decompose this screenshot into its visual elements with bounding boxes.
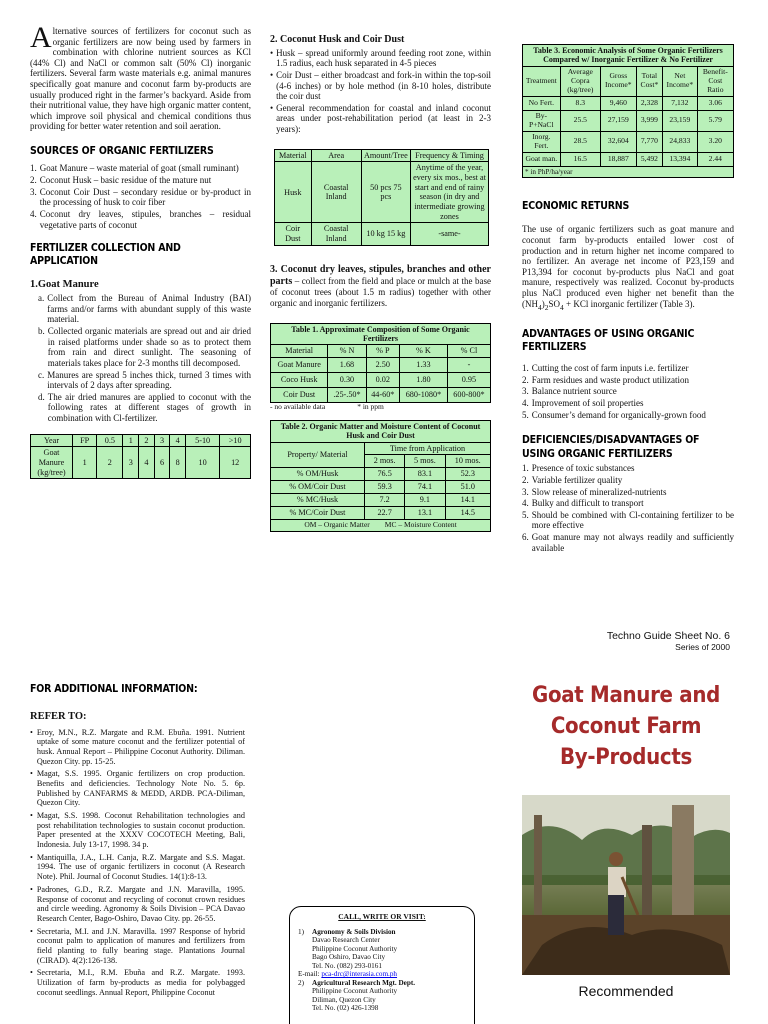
goat-manure-steps bbox=[30, 293, 251, 423]
t1-cell: 1.68 bbox=[328, 358, 366, 373]
series-label: Series of 2000 bbox=[675, 642, 730, 653]
t2-cell: % MC/Coir Dust bbox=[271, 507, 365, 520]
t2-cell: 83.1 bbox=[405, 468, 445, 481]
table-row bbox=[275, 223, 489, 245]
rate-cell: 1 bbox=[73, 447, 97, 479]
column-1 bbox=[30, 21, 251, 479]
t3-cell: 28.5 bbox=[560, 131, 600, 152]
references-section bbox=[30, 683, 245, 1000]
t3-cell: 27,159 bbox=[600, 110, 636, 131]
t3-cell: Goat man. bbox=[523, 152, 561, 166]
table-row bbox=[523, 131, 734, 152]
rate-header-cell: >10 bbox=[220, 434, 251, 447]
contact-heading: CALL, WRITE OR VISIT: bbox=[338, 912, 426, 921]
t1-cell: Goat Manure bbox=[271, 358, 328, 373]
husk-bullet: • Husk – spread uniformly around feeding root zone, within 1.5 radius, each husk separated in 4-5 pieces bbox=[270, 47, 491, 69]
rate-cell: 8 bbox=[170, 447, 186, 479]
t2-cell: 14.5 bbox=[445, 507, 490, 520]
table-row bbox=[271, 358, 491, 373]
t2-footnote-om: OM – Organic Matter bbox=[304, 520, 370, 530]
reference-item: • Eroy, M.N., R.Z. Margate and R.M. Ebuña. 1991. Nutrient uptake of some mature coconut and the fertilizer potential of husk. Annual Report – Philippine Coconut Authority. Diliman. Quezon City. pp. 15-25. bbox=[30, 727, 245, 766]
table-row bbox=[271, 373, 491, 388]
table-row bbox=[523, 96, 734, 110]
contact-line: Tel. No. (082) 293-0161 bbox=[312, 961, 382, 970]
t3-cell: Inorg. Fert. bbox=[523, 131, 561, 152]
t3-cell: 2,328 bbox=[636, 96, 662, 110]
intro-paragraph: Alternative sources of fertilizers for coconut such as organic fertilizers are now being used by farmers in combination with chlorine nutrient sources as KCl (44% Cl) and NaCl or common salt (50% Cl) inorganic fertilizers. Several farm waste materials e.g. animal manures specifically goat manure and coconut farm by-products are usually produced right in the farmer’s backyard. Aside from their nutritional value, they have high organic matter content, which improve soil physical and chemical conditions thus providing for better water retention and soil aeration. bbox=[30, 21, 251, 132]
cover-photo bbox=[522, 795, 730, 975]
disadvantage-item: 6. Goat manure may not always readily and sufficiently available bbox=[522, 532, 734, 553]
rec-cell: 50 pcs 75 pcs bbox=[361, 162, 410, 223]
t2-subheader-cell: 10 mos. bbox=[445, 455, 490, 468]
reference-item: • Padrones, G.D., R.Z. Margate and J.N. Maravilla, 1995. Response of coconut and recycling of coconut crown residues and circle weeding. Agronomy & Soils Division – PCA Davao Research Center, Bago-Oshiro, Davao City. pp. 26-55. bbox=[30, 884, 245, 923]
t1-header-cell: Material bbox=[271, 345, 328, 358]
leaves-paragraph: 3. Coconut dry leaves, stipules, branches and other parts – collect from the field and place or mulch at the base of coconut trees (about 1.5 m radius) together with other organic and inorganic fertilizers. bbox=[270, 263, 491, 308]
t3-cell: 18,887 bbox=[600, 152, 636, 166]
reference-item: • Mantiquilla, J.A., L.H. Canja, R.Z. Margate and S.S. Magat. 1994. The use of organic fertilizers in coconut (A Research Note). Phil. Journal of Coconut Studies. 14(1):8-13. bbox=[30, 852, 245, 882]
rate-value-row bbox=[31, 447, 251, 479]
rate-header-cell: 3 bbox=[154, 434, 170, 447]
goat-manure-rate-table bbox=[30, 434, 251, 480]
t2-cell: % MC/Husk bbox=[271, 494, 365, 507]
rec-cell: Coastal Inland bbox=[311, 162, 361, 223]
table-row bbox=[271, 507, 491, 520]
husk-bullet: • General recommendation for coastal and inland coconut areas under post-rehabilitation period (at least in 2-3 years): bbox=[270, 102, 491, 135]
rate-header-cell: 5-10 bbox=[185, 434, 219, 447]
rec-header-cell: Area bbox=[311, 149, 361, 162]
goat-step: b. Collected organic materials are spread out and air dried in raised platforms under shade so as to protect them from rain and direct sunlight. The seasoning of materials takes place for 2-3 months till decomposed. bbox=[38, 326, 251, 368]
table-row bbox=[523, 110, 734, 131]
t3-header-cell: Average Copra (kg/tree) bbox=[560, 66, 600, 96]
column-2 bbox=[270, 34, 491, 532]
rec-header-cell: Amount/Tree bbox=[361, 149, 410, 162]
table-row bbox=[271, 388, 491, 403]
t1-cell: 1.80 bbox=[399, 373, 447, 388]
t1-header-cell: % N bbox=[328, 345, 366, 358]
t1-cell: 0.02 bbox=[366, 373, 399, 388]
reference-item: • Magat, S.S. 1998. Coconut Rehabilitation technologies and post rehabilitation technologies to sustain coconut production. Paper presented at the XXXV COCOTECH Meeting, Bali, Indonesia. July 13-17, 1998. 34 p. bbox=[30, 811, 245, 850]
disadvantage-item: 4. Bulky and difficult to transport bbox=[522, 498, 644, 509]
t3-cell: 7,132 bbox=[663, 96, 698, 110]
t2-cell: 59.3 bbox=[364, 481, 404, 494]
table-1-grid bbox=[270, 323, 491, 404]
t2-cell: 14.1 bbox=[445, 494, 490, 507]
t2-cell: 76.5 bbox=[364, 468, 404, 481]
contact-line: Davao Research Center bbox=[312, 936, 380, 945]
contact-1: 1) Agronomy & Soils Division Davao Research Center Philippine Coconut Authority Bago Oshiro, Davao City Tel. No. (082) 293-0161 E-mail: pca-drc@interasia.com.ph bbox=[298, 927, 398, 979]
advantages-list bbox=[522, 363, 734, 420]
contact-line: Philippine Coconut Authority bbox=[312, 944, 398, 953]
t1-header-cell: % P bbox=[366, 345, 399, 358]
t2-cell: 9.1 bbox=[405, 494, 445, 507]
goat-step: a. Collect from the Bureau of Animal Industry (BAI) farms and/or farms with abundant supply of this waste material. bbox=[38, 293, 251, 325]
rate-cell: 3 bbox=[123, 447, 139, 479]
t2-cell: 13.1 bbox=[405, 507, 445, 520]
table-3 bbox=[522, 44, 734, 178]
t3-cell: 3.06 bbox=[697, 96, 733, 110]
table-row bbox=[523, 152, 734, 166]
disadvantage-item: 1. Presence of toxic substances bbox=[522, 463, 635, 474]
table-row bbox=[271, 468, 491, 481]
cover-title-line: Goat Manure and bbox=[532, 683, 720, 709]
disadvantages-list bbox=[522, 463, 734, 553]
t3-cell: 5,492 bbox=[636, 152, 662, 166]
t1-cell: 0.95 bbox=[447, 373, 490, 388]
t2-cell: 22.7 bbox=[364, 507, 404, 520]
t3-cell: 5.79 bbox=[697, 110, 733, 131]
rate-header-cell: FP bbox=[73, 434, 97, 447]
t2-cell: % OM/Coir Dust bbox=[271, 481, 365, 494]
advantage-item: 2. Farm residues and waste product utilization bbox=[522, 374, 689, 385]
table-row bbox=[271, 481, 491, 494]
goat-step: c. Manures are spread 5 inches thick, turned 3 times with intervals of 2 days after spreading. bbox=[38, 369, 251, 391]
rate-header-cell: Year bbox=[31, 434, 73, 447]
drop-cap: A bbox=[30, 21, 52, 54]
goat-step: d. The air dried manures are applied to coconut with the following rates at different stages of growth in combination with Cl-fertilizer. bbox=[38, 391, 251, 423]
advantage-item: 5. Consumer’s demand for organically-grown food bbox=[522, 409, 706, 420]
t2-cell: 7.2 bbox=[364, 494, 404, 507]
disadvantage-item: 2. Variable fertilizer quality bbox=[522, 475, 623, 485]
table-3-caption: Table 3. Economic Analysis of Some Organic Fertilizers Compared w/ Inorganic Fertilizer & No Fertilizer bbox=[523, 45, 734, 67]
contact-email-link[interactable]: pca-drc@interasia.com.ph bbox=[321, 970, 398, 979]
rate-header-cell: 1 bbox=[123, 434, 139, 447]
advantages-heading: ADVANTAGES OF USING ORGANIC FERTILIZERS bbox=[522, 328, 695, 353]
advantage-item: 1. Cutting the cost of farm inputs i.e. fertilizer bbox=[522, 363, 689, 374]
t2-header-property: Property/ Material bbox=[271, 442, 365, 467]
t3-cell: 2.44 bbox=[697, 152, 733, 166]
cover-title-line: Coconut Farm bbox=[550, 714, 702, 740]
guide-sheet-number: Techno Guide Sheet No. 6 bbox=[606, 630, 730, 642]
rate-cell: 4 bbox=[139, 447, 155, 479]
rec-cell: Husk bbox=[275, 162, 312, 223]
table-1-note-nodata: - no available data bbox=[270, 402, 326, 412]
contact-2: 2) Agricultural Research Mgt. Dept. Philippine Coconut Authority Diliman, Quezon City Tel. No. (02) 426-1398 bbox=[298, 978, 416, 1013]
t3-header-cell: Benefit-Cost Ratio bbox=[697, 66, 733, 96]
table-1-note-ppm: * in ppm bbox=[357, 402, 384, 412]
t1-cell: 2.50 bbox=[366, 358, 399, 373]
t3-cell: 25.5 bbox=[560, 110, 600, 131]
contact-line: Philippine Coconut Authority bbox=[312, 987, 398, 996]
rec-cell: Coir Dust bbox=[275, 223, 312, 245]
t3-cell: By-P+NaCl bbox=[523, 110, 561, 131]
t1-cell: .25-.50* bbox=[328, 388, 366, 403]
t3-cell: 16.5 bbox=[560, 152, 600, 166]
t1-cell: 680-1080* bbox=[399, 388, 447, 403]
rate-header-cell: 4 bbox=[170, 434, 186, 447]
rate-header-cell: 2 bbox=[139, 434, 155, 447]
contact-2-title: Agricultural Research Mgt. Dept. bbox=[312, 978, 416, 987]
t2-cell: 52.3 bbox=[445, 468, 490, 481]
t3-header-cell: Gross Income* bbox=[600, 66, 636, 96]
rec-header-cell: Frequency & Timing bbox=[411, 149, 489, 162]
contact-1-title: Agronomy & Soils Division bbox=[312, 927, 396, 936]
rate-cell: 6 bbox=[154, 447, 170, 479]
table-row bbox=[271, 494, 491, 507]
t2-cell: 74.1 bbox=[405, 481, 445, 494]
t3-cell: 3,999 bbox=[636, 110, 662, 131]
economic-returns-text: The use of organic fertilizers such as goat manure and coconut farm by-products entailed lower cost of production and in return higher net income compared to no fertilizer. An average net income of P23,159 and P13,394 for coconut by-products plus NaCl and goat manure, respectively was realized. Coconut by-products plus NaCl produced even higher net benefit than the $(NH_4)_2SO_4$ + KCl inorganic fertilizer (Table 3). bbox=[522, 224, 734, 312]
t2-header-time: Time from Application bbox=[364, 442, 490, 455]
t1-cell: - bbox=[447, 358, 490, 373]
economic-returns-heading: ECONOMIC RETURNS bbox=[522, 200, 630, 213]
t1-cell: 600-800* bbox=[447, 388, 490, 403]
rec-cell: Anytime of the year, every six mos., best at start and end of rainy season (in dry and intermediate growing zones bbox=[411, 162, 489, 223]
husk-recommendation-table bbox=[274, 149, 489, 246]
t1-cell: Coco Husk bbox=[271, 373, 328, 388]
t3-cell: 24,833 bbox=[663, 131, 698, 152]
t1-cell: 44-60* bbox=[366, 388, 399, 403]
source-item: 2. Coconut Husk – basic residue of the mature nut bbox=[30, 175, 212, 186]
t2-footnote-mc: MC – Moisture Content bbox=[384, 520, 457, 530]
rate-row-label: Goat Manure (kg/tree) bbox=[31, 447, 73, 479]
cover-panel bbox=[516, 630, 736, 1000]
reference-list bbox=[30, 728, 245, 997]
t3-cell: 9,460 bbox=[600, 96, 636, 110]
rec-cell: Coastal Inland bbox=[311, 223, 361, 245]
t1-cell: Coir Dust bbox=[271, 388, 328, 403]
sources-list bbox=[30, 163, 251, 230]
source-item: 1. Goat Manure – waste material of goat (small ruminant) bbox=[30, 163, 239, 174]
rate-cell: 2 bbox=[97, 447, 123, 479]
reference-item: • Secretaria, M.I., R.M. Ebuña and R.Z. Margate. 1993. Utilization of farm by-products as media for polybagged coconut seedlings. Annual Report, Philippine Coconut bbox=[30, 968, 245, 997]
t2-subheader-cell: 5 mos. bbox=[405, 455, 445, 468]
additional-info-heading: FOR ADDITIONAL INFORMATION: bbox=[30, 683, 198, 695]
collection-heading: FERTILIZER COLLECTION AND APPLICATION bbox=[30, 242, 181, 267]
table-1 bbox=[270, 323, 491, 412]
refer-to-label: REFER TO: bbox=[30, 711, 87, 723]
rate-header-cell: 0.5 bbox=[97, 434, 123, 447]
contact-line: Tel. No. (02) 426-1398 bbox=[312, 1004, 379, 1013]
contact-line: Bago Oshiro, Davao City bbox=[312, 953, 386, 962]
contact-box bbox=[289, 906, 475, 1024]
cover-title bbox=[516, 680, 736, 773]
t1-header-cell: % K bbox=[399, 345, 447, 358]
table-2-caption: Table 2. Organic Matter and Moisture Content of Coconut Husk and Coir Dust bbox=[271, 420, 491, 442]
reference-item: • Magat, S.S. 1995. Organic fertilizers on crop production. Benefits and deficiencies. Technology Note No. 5. 6p. Published by CANFARMS & MEDD, ARDB. PCA-Diliman, Quezon City. bbox=[30, 769, 245, 808]
husk-heading: 2. Coconut Husk and Coir Dust bbox=[270, 34, 405, 45]
t1-cell: 0.30 bbox=[328, 373, 366, 388]
table-2 bbox=[270, 420, 491, 532]
rec-cell: -same- bbox=[411, 223, 489, 245]
t3-header-cell: Total Cost* bbox=[636, 66, 662, 96]
source-item: 3. Coconut Coir Dust – secondary residue or by-product in the processing of husk to coir fiber bbox=[30, 186, 251, 208]
source-item: 4. Coconut dry leaves, stipules, branches – residual vegetative parts of coconut bbox=[30, 208, 251, 230]
t2-cell: 51.0 bbox=[445, 481, 490, 494]
disadvantage-item: 5. Should be combined with Cl-containing fertilizer to be more effective bbox=[522, 509, 734, 531]
t2-cell: % OM/Husk bbox=[271, 468, 365, 481]
table-1-caption: Table 1. Approximate Composition of Some Organic Fertilizers bbox=[271, 323, 491, 345]
advantage-item: 3. Balance nutrient source bbox=[522, 386, 617, 397]
rate-header-row bbox=[31, 434, 251, 447]
t3-header-cell: Net Income* bbox=[663, 66, 698, 96]
t1-header-cell: % Cl bbox=[447, 345, 490, 358]
reference-item: • Secretaria, M.I. and J.N. Maravilla. 1997 Response of hybrid coconut palm to application of manures and fertilizers from field planting to fully bearing stage. Plantations Journal (CIRAD). 4(2):126-138. bbox=[30, 926, 245, 965]
disadvantage-item: 3. Slow release of mineralized-nutrients bbox=[522, 486, 667, 497]
t3-cell: 3.20 bbox=[697, 131, 733, 152]
contact-line: Diliman, Quezon City bbox=[312, 995, 376, 1004]
cover-title-line: By-Products bbox=[559, 745, 692, 771]
sources-heading: SOURCES OF ORGANIC FERTILIZERS bbox=[30, 145, 214, 158]
disadvantages-heading: DEFICIENCIES/DISADVANTAGES OF USING ORGANIC FERTILIZERS bbox=[522, 434, 700, 460]
recommended-label: Recommended bbox=[578, 983, 674, 1000]
t3-cell: No Fert. bbox=[523, 96, 561, 110]
t1-cell: 1.33 bbox=[399, 358, 447, 373]
t3-header-cell: Treatment bbox=[523, 66, 561, 96]
rec-cell: 10 kg 15 kg bbox=[361, 223, 410, 245]
t3-cell: 8.3 bbox=[560, 96, 600, 110]
table-row bbox=[275, 162, 489, 223]
husk-bullet: • Coir Dust – either broadcast and fork-in within the top-soil (4-6 inches) or by hole method (in 8-10 holes, distribute the coir dust bbox=[270, 70, 491, 102]
rate-cell: 10 bbox=[185, 447, 219, 479]
t3-cell: 7,770 bbox=[636, 131, 662, 152]
column-3 bbox=[522, 44, 734, 554]
t3-note: * in PhP/ha/year bbox=[523, 166, 734, 177]
advantage-item: 4. Improvement of soil properties bbox=[522, 397, 644, 408]
husk-bullets bbox=[270, 48, 491, 135]
goat-manure-heading: 1.Goat Manure bbox=[30, 278, 99, 290]
t3-cell: 32,604 bbox=[600, 131, 636, 152]
t3-cell: 23,159 bbox=[663, 110, 698, 131]
farm-photo-illustration bbox=[522, 795, 730, 975]
t2-subheader-cell: 2 mos. bbox=[364, 455, 404, 468]
rate-cell: 12 bbox=[220, 447, 251, 479]
t3-cell: 13,394 bbox=[663, 152, 698, 166]
rec-header-cell: Material bbox=[275, 149, 312, 162]
